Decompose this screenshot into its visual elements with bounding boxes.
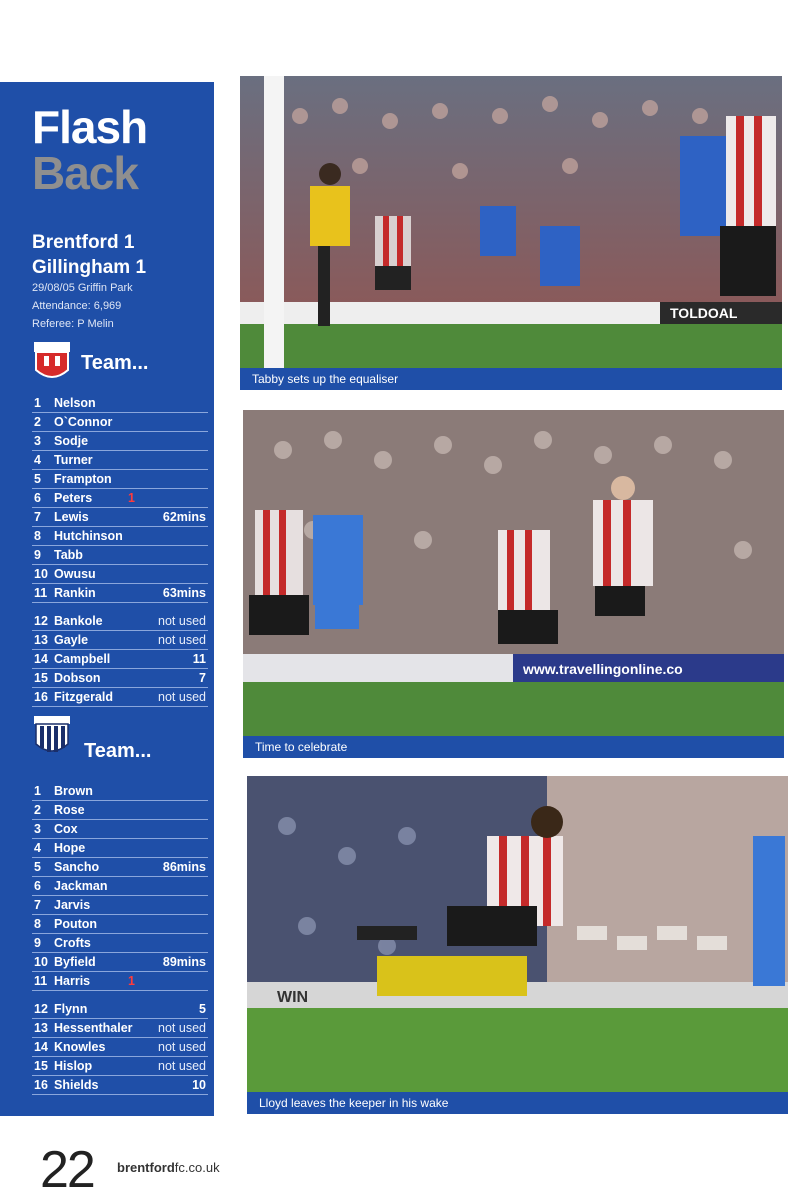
player-name: Lewis xyxy=(54,510,89,524)
player-number: 1 xyxy=(34,396,41,410)
title-back: Back xyxy=(32,147,138,199)
score-home: Brentford 1 xyxy=(32,232,135,253)
player-row xyxy=(32,631,208,650)
player-name: Turner xyxy=(54,453,93,467)
player-name: Nelson xyxy=(54,396,96,410)
photo-lloyd-image xyxy=(247,776,788,1114)
player-name: Sodje xyxy=(54,434,89,448)
player-number: 10 xyxy=(34,567,48,581)
player-name: Hislop xyxy=(54,1059,93,1073)
player-number: 11 xyxy=(34,974,48,988)
player-name: Hutchinson xyxy=(54,529,123,543)
player-sub-info: 62mins xyxy=(162,510,206,524)
photo-celebrate-caption: Time to celebrate xyxy=(243,736,784,758)
player-number: 13 xyxy=(34,633,48,647)
player-row xyxy=(32,413,208,432)
player-number: 16 xyxy=(34,690,48,704)
player-name: O`Connor xyxy=(54,415,113,429)
player-name: Rankin xyxy=(54,586,96,600)
photo-equaliser xyxy=(240,76,782,390)
player-name: Fitzgerald xyxy=(54,690,114,704)
player-row xyxy=(32,546,208,565)
player-row xyxy=(32,915,208,934)
player-name: Hessenthaler xyxy=(54,1021,133,1035)
player-number: 2 xyxy=(34,803,41,817)
player-number: 4 xyxy=(34,841,41,855)
photo-lloyd xyxy=(247,776,788,1114)
player-number: 5 xyxy=(34,860,41,874)
photo-equaliser-caption: Tabby sets up the equaliser xyxy=(240,368,782,390)
player-number: 3 xyxy=(34,434,41,448)
booking-mark: 1 xyxy=(128,974,135,988)
player-number: 8 xyxy=(34,529,41,543)
gillingham-subs-list xyxy=(32,1000,208,1095)
brentford-team-title: Team... xyxy=(81,352,149,374)
player-name: Crofts xyxy=(54,936,91,950)
website-link[interactable] xyxy=(117,1160,220,1175)
player-name: Pouton xyxy=(54,917,98,931)
player-number: 9 xyxy=(34,936,41,950)
photo-lloyd-caption: Lloyd leaves the keeper in his wake xyxy=(247,1092,788,1114)
player-row xyxy=(32,972,208,991)
player-sub-info: 5 xyxy=(199,1002,206,1016)
player-row xyxy=(32,584,208,603)
player-row xyxy=(32,1057,208,1076)
player-row xyxy=(32,508,208,527)
player-name: Jackman xyxy=(54,879,108,893)
player-sub-info: 10 xyxy=(192,1078,206,1092)
player-number: 5 xyxy=(34,472,41,486)
photo3-board-text: WIN xyxy=(277,989,309,1006)
player-sub-info: 86mins xyxy=(162,860,206,874)
player-number: 4 xyxy=(34,453,41,467)
player-sub-info: 63mins xyxy=(162,586,206,600)
player-row xyxy=(32,527,208,546)
player-sub-info: not used xyxy=(158,1021,206,1035)
player-row xyxy=(32,953,208,972)
player-number: 14 xyxy=(34,652,48,666)
gillingham-starters-list xyxy=(32,782,208,991)
player-number: 11 xyxy=(34,586,48,600)
player-sub-info: 7 xyxy=(199,671,206,685)
score-away: Gillingham 1 xyxy=(32,257,147,278)
player-sub-info: not used xyxy=(158,1040,206,1054)
photo-celebrate-image xyxy=(243,410,784,758)
player-name: Frampton xyxy=(54,472,112,486)
player-name: Knowles xyxy=(54,1040,106,1054)
player-name: Rose xyxy=(54,803,85,817)
player-row xyxy=(32,782,208,801)
player-row xyxy=(32,1000,208,1019)
player-number: 1 xyxy=(34,784,41,798)
player-row xyxy=(32,470,208,489)
player-sub-info: not used xyxy=(158,614,206,628)
player-name: Brown xyxy=(54,784,93,798)
player-number: 7 xyxy=(34,510,41,524)
player-sub-info: 11 xyxy=(192,652,206,666)
player-name: Cox xyxy=(54,822,78,836)
player-number: 14 xyxy=(34,1040,48,1054)
player-number: 12 xyxy=(34,614,48,628)
website-rest: fc.co.uk xyxy=(174,1160,220,1175)
player-name: Sancho xyxy=(54,860,100,874)
player-row xyxy=(32,877,208,896)
page-number: 22 xyxy=(40,1141,94,1199)
match-attendance: Attendance: 6,969 xyxy=(32,300,122,312)
match-referee: Referee: P Melin xyxy=(32,318,114,330)
brentford-starters-list xyxy=(32,394,208,603)
player-name: Bankole xyxy=(54,614,103,628)
player-name: Flynn xyxy=(54,1002,88,1016)
player-name: Harris xyxy=(54,974,91,988)
player-row xyxy=(32,432,208,451)
photo1-board-text: TOLDOAL xyxy=(670,305,738,321)
gillingham-team-title: Team... xyxy=(84,740,152,762)
photo2-board-text: www.travellingonline.co xyxy=(523,661,683,677)
player-name: Gayle xyxy=(54,633,89,647)
player-number: 8 xyxy=(34,917,41,931)
player-number: 9 xyxy=(34,548,41,562)
player-row xyxy=(32,1038,208,1057)
player-number: 12 xyxy=(34,1002,48,1016)
player-number: 16 xyxy=(34,1078,48,1092)
title-flash: Flash xyxy=(32,101,148,153)
player-number: 3 xyxy=(34,822,41,836)
player-row xyxy=(32,801,208,820)
player-number: 7 xyxy=(34,898,41,912)
player-sub-info: not used xyxy=(158,633,206,647)
photo-equaliser-image xyxy=(240,76,782,390)
player-number: 15 xyxy=(34,1059,48,1073)
player-row xyxy=(32,858,208,877)
player-row xyxy=(32,489,208,508)
player-row xyxy=(32,896,208,915)
player-number: 10 xyxy=(34,955,48,969)
brentford-subs-list xyxy=(32,612,208,707)
player-sub-info: 89mins xyxy=(162,955,206,969)
player-row xyxy=(32,688,208,707)
player-name: Tabb xyxy=(54,548,83,562)
player-row xyxy=(32,650,208,669)
player-row xyxy=(32,934,208,953)
player-number: 6 xyxy=(34,491,41,505)
player-row xyxy=(32,612,208,631)
player-row xyxy=(32,1019,208,1038)
player-number: 15 xyxy=(34,671,48,685)
player-row xyxy=(32,451,208,470)
match-sidebar xyxy=(0,82,214,1116)
player-name: Campbell xyxy=(54,652,111,666)
gillingham-crest-icon xyxy=(32,716,72,760)
player-row xyxy=(32,820,208,839)
player-name: Owusu xyxy=(54,567,96,581)
player-name: Peters xyxy=(54,491,93,505)
photo-celebrate xyxy=(243,410,784,758)
player-name: Hope xyxy=(54,841,86,855)
player-row xyxy=(32,839,208,858)
player-number: 13 xyxy=(34,1021,48,1035)
player-row xyxy=(32,394,208,413)
website-bold: brentford xyxy=(117,1160,175,1175)
player-row xyxy=(32,565,208,584)
player-row xyxy=(32,1076,208,1095)
player-name: Dobson xyxy=(54,671,101,685)
player-name: Byfield xyxy=(54,955,96,969)
match-date-venue: 29/08/05 Griffin Park xyxy=(32,282,133,294)
booking-mark: 1 xyxy=(128,491,135,505)
player-sub-info: not used xyxy=(158,690,206,704)
player-number: 6 xyxy=(34,879,41,893)
player-name: Shields xyxy=(54,1078,99,1092)
player-sub-info: not used xyxy=(158,1059,206,1073)
player-number: 2 xyxy=(34,415,41,429)
player-name: Jarvis xyxy=(54,898,91,912)
brentford-crest-icon xyxy=(32,340,72,384)
player-row xyxy=(32,669,208,688)
